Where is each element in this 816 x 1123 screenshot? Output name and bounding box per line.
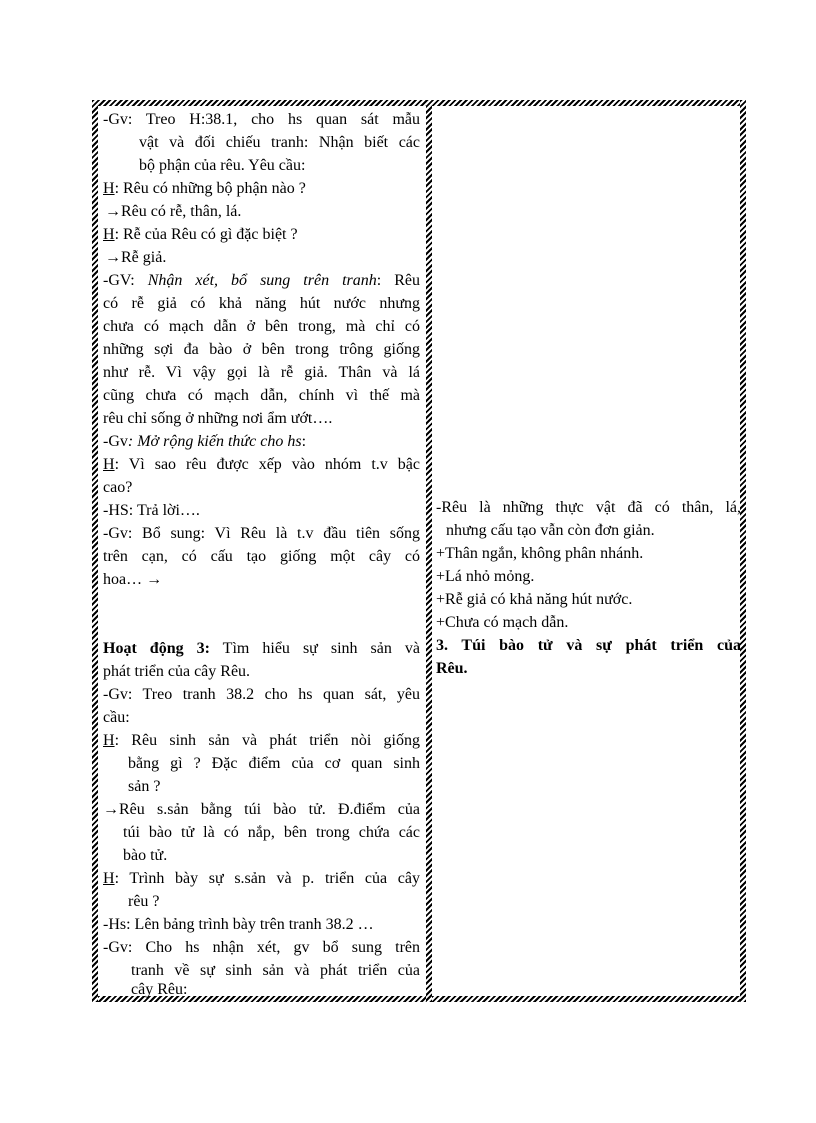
content-rêu-line-2: nhưng cấu tạo vẫn còn đơn giản. <box>446 522 655 539</box>
gv-comment-line-3: chưa có mạch dẫn ở bên trong, mà chỉ có <box>103 318 420 335</box>
question-3: H: Vì sao rêu được xếp vào nhóm t.v bậc <box>103 456 420 473</box>
gv-final-line-2: tranh về sự sinh sản và phát triển của <box>131 962 420 979</box>
question-5: H: Trình bày sự s.sản và p. triển của cây <box>103 870 420 887</box>
content-root: +Rễ giả có khả năng hút nước. <box>436 591 633 608</box>
question-4-line-3: sản ? <box>128 778 161 795</box>
question-4: H: Rêu sinh sản và phát triển nòi giống <box>103 732 420 749</box>
hs-answer-1: -HS: Trả lời…. <box>103 502 200 519</box>
gv-comment-line-1: -GV: Nhận xét, bổ sung trên tranh: Rêu <box>103 272 421 289</box>
section-3-heading: 3. Túi bào tử và sự phát triển của <box>436 637 741 654</box>
gv-comment-line-4: những sợi đa bào ở bên trong trông giống <box>103 341 420 358</box>
activity-3-heading: Hoạt động 3: Tìm hiểu sự sinh sản và <box>103 640 421 657</box>
gv-final-line-1: -Gv: Cho hs nhận xét, gv bổ sung trên <box>103 939 420 956</box>
answer-4-line-2: túi bào tử là có nắp, bên trong chứa các <box>123 824 420 841</box>
content-rêu-line-1: -Rêu là những thực vật đã có thân, lá, <box>436 499 741 516</box>
gv-hang-picture-line-1: -Gv: Treo tranh 38.2 cho hs quan sát, yêu <box>103 686 420 703</box>
gv-final-line-3: cây Rêu: <box>131 981 188 998</box>
content-vessel: +Chưa có mạch dẫn. <box>436 614 569 631</box>
gv-extend: -Gv: Mở rộng kiến thức cho hs: <box>103 433 307 450</box>
question-3-line-2: cao? <box>103 479 133 496</box>
answer-2: →Rễ giả. <box>105 249 167 266</box>
gv-line-3: bộ phận của rêu. Yêu cầu: <box>139 157 306 174</box>
gv-line-2: vật và đối chiếu tranh: Nhận biết các <box>139 134 420 151</box>
gv-supplement-line-2: trên cạn, có cấu tạo giống một cây có <box>103 548 420 565</box>
answer-4-line-1: →Rêu s.sản bằng túi bào tử. Đ.điểm của <box>103 801 420 818</box>
section-3-heading-line-2: Rêu. <box>436 660 468 677</box>
content-leaf: +Lá nhỏ mỏng. <box>436 568 535 585</box>
question-4-line-2: bằng gì ? Đặc điểm của cơ quan sinh <box>128 755 420 772</box>
gv-hang-picture-line-2: cầu: <box>103 709 130 726</box>
table-border-left <box>92 100 98 1002</box>
content-stem: +Thân ngắn, không phân nhánh. <box>436 545 644 562</box>
gv-comment-line-6: cũng chưa có mạch dẫn, chính vì thế mà <box>103 387 420 404</box>
question-5-line-2: rêu ? <box>128 893 160 910</box>
gv-line-1: -Gv: Treo H:38.1, cho hs quan sát mẫu <box>103 111 420 128</box>
gv-supplement-line-3: hoa… → <box>103 571 163 588</box>
gv-comment-line-2: có rễ giả có khả năng hút nước nhưng <box>103 295 420 312</box>
table-border-middle <box>426 100 432 1002</box>
question-1: H: Rêu có những bộ phận nào ? <box>103 180 306 197</box>
table-border-top <box>92 100 746 106</box>
gv-comment-line-5: như rễ. Vì vậy gọi là rễ giả. Thân và lá <box>103 364 420 381</box>
hs-answer-2: -Hs: Lên bảng trình bày trên tranh 38.2 … <box>103 916 374 933</box>
gv-comment-line-7: rêu chỉ sống ở những nơi ẩm ướt…. <box>103 410 333 427</box>
content-table <box>92 100 746 1002</box>
answer-1: →Rêu có rễ, thân, lá. <box>105 203 242 220</box>
answer-4-line-3: bào tử. <box>123 847 168 864</box>
question-2: H: Rễ của Rêu có gì đặc biệt ? <box>103 226 298 243</box>
gv-supplement-line-1: -Gv: Bổ sung: Vì Rêu là t.v đầu tiên sống <box>103 525 420 542</box>
activity-3-heading-line-2: phát triển của cây Rêu. <box>103 663 251 680</box>
